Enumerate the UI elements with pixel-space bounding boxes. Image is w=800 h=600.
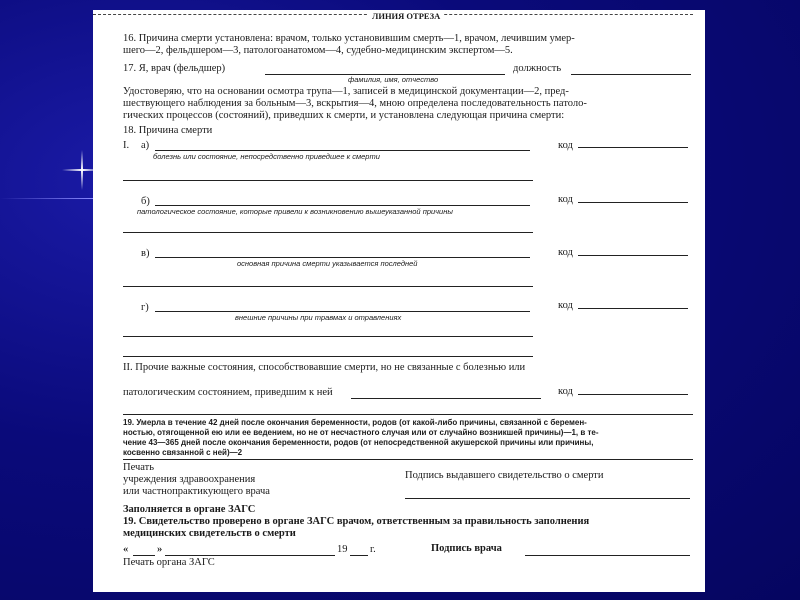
issuer-signature-label: Подпись выдавшего свидетельство о смерти xyxy=(405,470,604,481)
cause-g-label: г) xyxy=(141,302,149,313)
date-year-field[interactable] xyxy=(350,555,368,556)
certify-line1: Удостоверяю, что на основании осмотра трупа—1, записей в медицинской документации—2, пред- xyxy=(123,86,569,97)
part2-line3[interactable] xyxy=(123,414,693,415)
cause-b-code-field[interactable] xyxy=(578,202,688,203)
date-day-field[interactable] xyxy=(133,555,155,556)
item19a-line2: ностью, отягощенной ею или ее ведением, но не от несчастного случая или от случайно возникшей причины)—1, в те- xyxy=(123,428,599,437)
death-certificate-form xyxy=(93,10,705,592)
position-field[interactable] xyxy=(571,74,691,75)
cause-g-field[interactable] xyxy=(155,311,530,312)
cause-g-line2[interactable] xyxy=(123,336,533,337)
part2-field[interactable] xyxy=(351,398,541,399)
part2-line1: II. Прочие важные состояния, способствовавшие смерти, но не связанные с болезнью или xyxy=(123,362,526,373)
part2-line2: патологическим состоянием, приведшим к ней xyxy=(123,387,333,398)
doctor-signature-label: Подпись врача xyxy=(431,543,502,554)
item18-title: 18. Причина смерти xyxy=(123,125,213,136)
registry-line1: 19. Свидетельство проверено в органе ЗАГС врачом, ответственным за правильность заполнения xyxy=(123,516,590,527)
item16-line1: 16. Причина смерти установлена: врачом, только установившим смерть—1, врачом, лечившим умер- xyxy=(123,33,575,44)
cause-v-line2[interactable] xyxy=(123,286,533,287)
date-year-suffix: г. xyxy=(370,544,376,555)
part1-label: I. xyxy=(123,140,130,151)
date-open-quote: « xyxy=(123,544,129,555)
certify-line3: гических процессов (состояний), приведших к смерти, и установлена следующая причина смерти: xyxy=(123,110,565,121)
cause-b-caption: патологическое состояние, которые привели к возникновению вышеуказанной причины xyxy=(137,207,453,216)
item17-label: 17. Я, врач (фельдшер) xyxy=(123,63,226,74)
item19a-divider xyxy=(123,459,693,460)
cause-v-code-field[interactable] xyxy=(578,255,688,256)
cause-b-code-label: код xyxy=(558,194,573,205)
stamp-line3: или частнопрактикующего врача xyxy=(123,486,270,497)
item19a-line4: косвенно связанной с ней)—2 xyxy=(123,448,243,457)
date-year-prefix: 19 xyxy=(337,544,348,555)
cause-g-line3[interactable] xyxy=(123,356,533,357)
cause-a-line2[interactable] xyxy=(123,180,533,181)
cause-b-field[interactable] xyxy=(155,205,530,206)
cause-a-caption: болезнь или состояние, непосредственно приведшее к смерти xyxy=(153,152,380,161)
cause-g-caption: внешние причины при травмах и отравлениях xyxy=(235,313,402,322)
item19a-line1: 19. Умерла в течение 42 дней после окончания беременности, родов (от какой-либо причины, связанной с беремен- xyxy=(123,418,587,427)
cause-v-code-label: код xyxy=(558,247,573,258)
registry-line2: медицинских свидетельств о смерти xyxy=(123,528,296,539)
stamp-line2: учреждения здравоохранения xyxy=(123,474,256,485)
cut-line-label: ЛИНИЯ ОТРЕЗА xyxy=(368,12,444,22)
cause-a-code-field[interactable] xyxy=(578,147,688,148)
cause-g-code-label: код xyxy=(558,300,573,311)
part2-code-field[interactable] xyxy=(578,394,688,395)
registry-title: Заполняется в органе ЗАГС xyxy=(123,504,256,515)
cause-b-label: б) xyxy=(141,196,150,207)
date-close-quote: » xyxy=(157,544,163,555)
doctor-signature-field[interactable] xyxy=(525,555,690,556)
decorative-line xyxy=(0,198,94,199)
item19a-line3: чение 43—365 дней после окончания беременности, родов (от непосредственной акушерской причины или причины, xyxy=(123,438,594,447)
registry-stamp: Печать органа ЗАГС xyxy=(123,557,215,568)
date-month-field[interactable] xyxy=(165,555,335,556)
position-label: должность xyxy=(513,63,562,74)
certify-line2: шествующего наблюдения за больным—3, вскрытия—4, мною определена последовательность патоло- xyxy=(123,98,587,109)
doctor-name-caption: фамилия, имя, отчество xyxy=(348,75,439,84)
cause-v-caption: основная причина смерти указывается последней xyxy=(237,259,418,268)
part2-code-label: код xyxy=(558,386,573,397)
stamp-line1: Печать xyxy=(123,462,155,473)
cause-a-field[interactable] xyxy=(155,150,530,151)
cause-a-label: а) xyxy=(141,140,150,151)
cause-a-code-label: код xyxy=(558,140,573,151)
item16-line2: шего—2, фельдшером—3, патологоанатомом—4, судебно-медицинским экспертом—5. xyxy=(123,45,513,56)
cause-v-label: в) xyxy=(141,248,150,259)
cause-g-code-field[interactable] xyxy=(578,308,688,309)
issuer-signature-field[interactable] xyxy=(405,498,690,499)
cause-b-line2[interactable] xyxy=(123,232,533,233)
cause-v-field[interactable] xyxy=(155,257,530,258)
